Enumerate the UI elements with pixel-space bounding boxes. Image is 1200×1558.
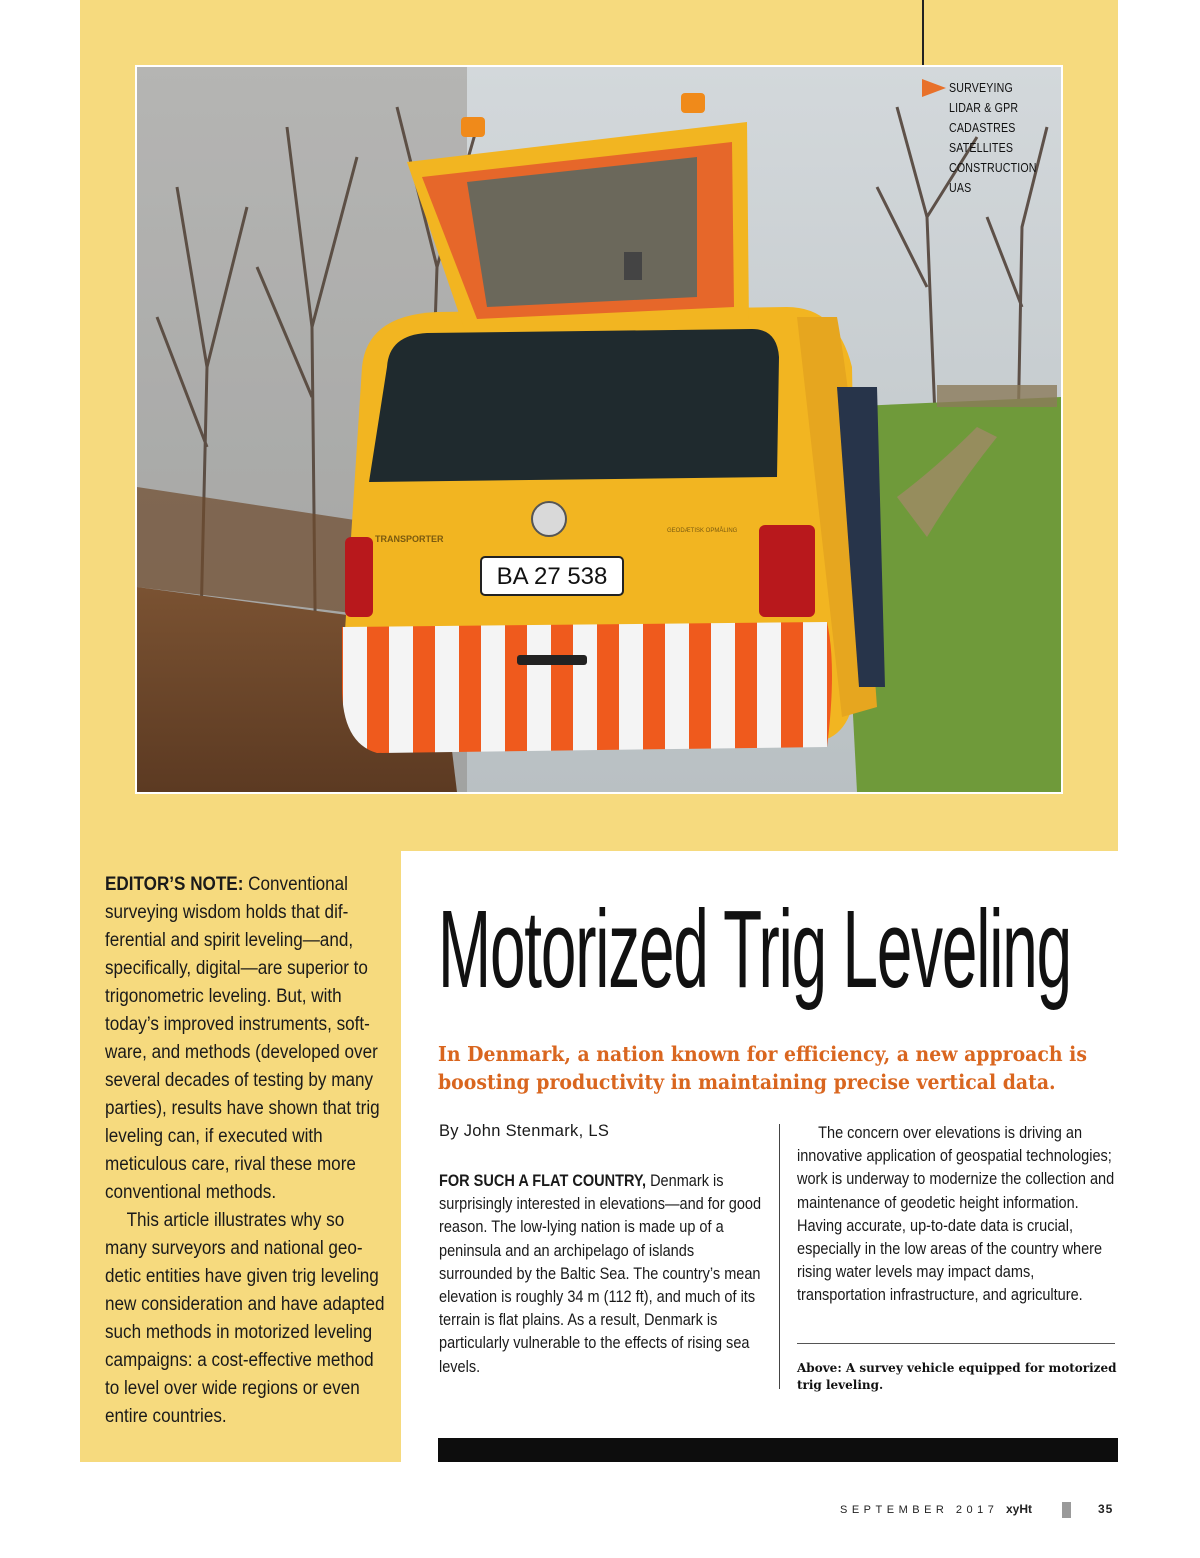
caption-rule (797, 1343, 1115, 1344)
tag-surveying: SURVEYING (949, 81, 1013, 95)
transporter-badge: TRANSPORTER (375, 534, 444, 544)
editors-note-text-1: Conventional surveying wisdom holds that differential and spirit leveling—and, specifically, digital—are superior to trigonometric leveling. But, with today’s improved instruments, software, and methods (developed over several decades of testing by many parties), results have shown that trig leveling can, if executed with meticulous care, rival these more conventional methods. (105, 874, 380, 1203)
article-column-1-body: Denmark is surprisingly interested in elevations—and for good reason. The low-lying nation is made up of a peninsula and an archipelago of islands surrounded by the Baltic Sea. The country’s mean elevation is roughly 34 m (112 ft), and much of its terrain is flat plains. As a result, Denmark is particularly vulnerable to the effects of rising sea levels. (439, 1172, 762, 1376)
tag-pointer-icon (922, 79, 946, 97)
tag-cadastres: CADASTRES (949, 121, 1016, 135)
editors-note-paragraph-2: This article illustrates why so many surveyors and national geodetic entities have given trig leveling new consideration and have adapted such methods in motorized leveling campaigns: a cost-effective method to level over wide regions or even entire countries. (105, 1210, 385, 1427)
article-lead-in: FOR SUCH A FLAT COUNTRY, (439, 1172, 647, 1190)
tag-construction: CONSTRUCTION (949, 161, 1037, 175)
article-column-1 (439, 1170, 769, 1379)
topic-tags (922, 78, 1062, 198)
license-plate-text: BA 27 538 (496, 563, 608, 590)
editors-note (105, 871, 395, 1431)
page-number: 35 (1098, 1502, 1114, 1516)
article-deck (438, 1040, 1128, 1096)
article-column-2-text: The concern over elevations is driving an innovative application of geospatial technologies; work is underway to modernize the collection and maintenance of geodetic height information. Having accurate, up-to-date data is crucial, especially in the low areas of the country where rising water levels may impact dams, transportation infrastructure, and agriculture. (797, 1124, 1115, 1305)
footer-block-icon (1062, 1502, 1071, 1518)
editors-note-lead: EDITOR’S NOTE: (105, 874, 244, 895)
article-headline (438, 880, 1118, 1030)
issue-date: SEPTEMBER 2017 (840, 1504, 999, 1516)
photo-caption: Above: A survey vehicle equipped for motorized trig leveling. (797, 1361, 1117, 1392)
article-column-1-text (439, 1170, 769, 1379)
article-column-2 (797, 1122, 1117, 1308)
tag-lidar-gpr: LIDAR & GPR (949, 101, 1019, 115)
agency-badge: GEODÆTISK OPMÅLING (667, 528, 738, 534)
column-divider (779, 1124, 780, 1389)
page-footer (840, 1502, 1120, 1522)
black-decorative-bar (438, 1438, 1118, 1462)
magazine-brand: xyHt (1006, 1502, 1033, 1516)
tag-satellites: SATELLITES (949, 141, 1014, 155)
tag-uas: UAS (949, 181, 972, 195)
article-title: Motorized Trig Leveling (438, 888, 1071, 1011)
article-deck-text: In Denmark, a nation known for efficiency, a new approach is boosting productivity in maintaining precise vertical data. (438, 1042, 1087, 1094)
article-byline: By John Stenmark, LS (439, 1122, 610, 1140)
editors-note-paragraph-1 (105, 871, 388, 1207)
